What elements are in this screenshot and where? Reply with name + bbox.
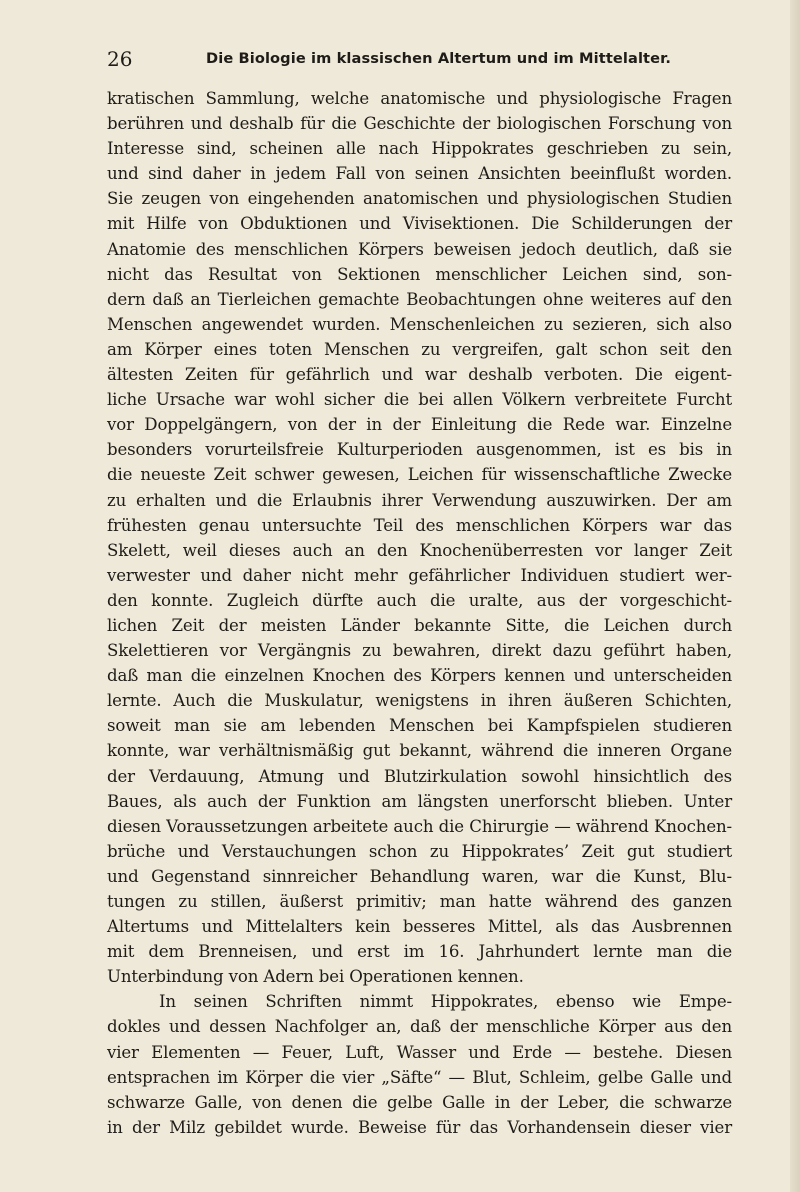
text-line: Sie zeugen von eingehenden anatomischen und physiologischen Studien (107, 189, 732, 209)
text-line: liche Ursache war wohl sicher die bei allen Völkern verbreitete Furcht (107, 390, 732, 410)
text-line: am Körper eines toten Menschen zu vergreifen, galt schon seit den (107, 339, 732, 359)
text-line: entsprachen im Körper die vier „Säfte“ — Blut, Schleim, gelbe Galle und (107, 1067, 732, 1087)
text-line: In seinen Schriften nimmt Hippokrates, ebenso wie Empe- (159, 992, 732, 1012)
text-line: verwester und daher nicht mehr gefährlicher Individuen studiert wer- (107, 565, 732, 585)
text-line: und Gegenstand sinnreicher Behandlung waren, war die Kunst, Blu- (107, 866, 732, 886)
text-line: lichen Zeit der meisten Länder bekannte Sitte, die Leichen durch (107, 615, 732, 635)
running-head: Die Biologie im klassischen Altertum und im Mittelalter. (206, 50, 671, 67)
text-line: frühesten genau untersuchte Teil des menschlichen Körpers war das (107, 515, 732, 535)
text-line: Menschen angewendet wurden. Menschenleichen zu sezieren, sich also (107, 314, 732, 334)
text-line: nicht das Resultat von Sektionen menschlicher Leichen sind, son- (107, 264, 732, 284)
text-line: Altertums und Mittelalters kein besseres Mittel, als das Ausbrennen (107, 917, 732, 937)
text-line: den konnte. Zugleich dürfte auch die uralte, aus der vorgeschicht- (107, 590, 732, 610)
text-line: und sind daher in jedem Fall von seinen Ansichten beeinflußt worden. (107, 164, 732, 184)
text-line: dokles und dessen Nachfolger an, daß der menschliche Körper aus den (107, 1017, 732, 1037)
text-line: brüche und Verstauchungen schon zu Hippokrates’ Zeit gut studiert (107, 841, 732, 861)
text-line: mit dem Brenneisen, und erst im 16. Jahrhundert lernte man die (107, 942, 732, 962)
text-line: schwarze Galle, von denen die gelbe Galle in der Leber, die schwarze (107, 1092, 732, 1112)
text-line: mit Hilfe von Obduktionen und Vivisektionen. Die Schilderungen der (107, 214, 732, 234)
text-line: Interesse sind, scheinen alle nach Hippokrates geschrieben zu sein, (107, 139, 732, 159)
text-line: besonders vorurteilsfreie Kulturperioden ausgenommen, ist es bis in (107, 440, 732, 460)
text-line: vier Elementen — Feuer, Luft, Wasser und Erde — bestehe. Diesen (107, 1042, 732, 1062)
text-line: soweit man sie am lebenden Menschen bei Kampfspielen studieren (107, 716, 732, 736)
text-line: kratischen Sammlung, welche anatomische und physiologische Fragen (107, 89, 732, 108)
page-number: 26 (107, 47, 133, 71)
text-line: konnte, war verhältnismäßig gut bekannt, während die inneren Organe (107, 741, 732, 761)
text-line: diesen Voraussetzungen arbeitete auch die Chirurgie — während Knochen- (107, 816, 732, 836)
text-line: daß man die einzelnen Knochen des Körpers kennen und unterscheiden (107, 666, 732, 686)
text-line: in der Milz gebildet wurde. Beweise für das Vorhandensein dieser vier (107, 1117, 732, 1137)
text-line: zu erhalten und die Erlaubnis ihrer Verwendung auszuwirken. Der am (107, 490, 732, 510)
text-line: der Verdauung, Atmung und Blutzirkulation sowohl hinsichtlich des (107, 766, 732, 786)
text-line: Unterbindung von Adern bei Operationen kennen. (107, 967, 524, 987)
page-edge (790, 0, 800, 1192)
text-line: vor Doppelgängern, von der in der Einleitung die Rede war. Einzelne (107, 415, 732, 435)
body-text (107, 86, 732, 1140)
text-line: Anatomie des menschlichen Körpers beweisen jedoch deutlich, daß sie (107, 239, 732, 259)
text-line: ältesten Zeiten für gefährlich und war deshalb verboten. Die eigent- (107, 365, 732, 385)
text-line: berühren und deshalb für die Geschichte der biologischen Forschung von (107, 114, 732, 134)
text-line: dern daß an Tierleichen gemachte Beobachtungen ohne weiteres auf den (107, 289, 732, 309)
text-line: Baues, als auch der Funktion am längsten unerforscht blieben. Unter (107, 791, 732, 811)
text-line: tungen zu stillen, äußerst primitiv; man hatte während des ganzen (107, 892, 732, 911)
page-header (107, 44, 732, 74)
text-line: lernte. Auch die Muskulatur, wenigstens in ihren äußeren Schichten, (107, 691, 732, 711)
text-line: die neueste Zeit schwer gewesen, Leichen für wissenschaftliche Zwecke (107, 465, 732, 485)
text-line: Skelettieren vor Vergängnis zu bewahren, direkt dazu geführt haben, (107, 641, 732, 661)
text-line: Skelett, weil dieses auch an den Knochenüberresten vor langer Zeit (107, 540, 732, 560)
